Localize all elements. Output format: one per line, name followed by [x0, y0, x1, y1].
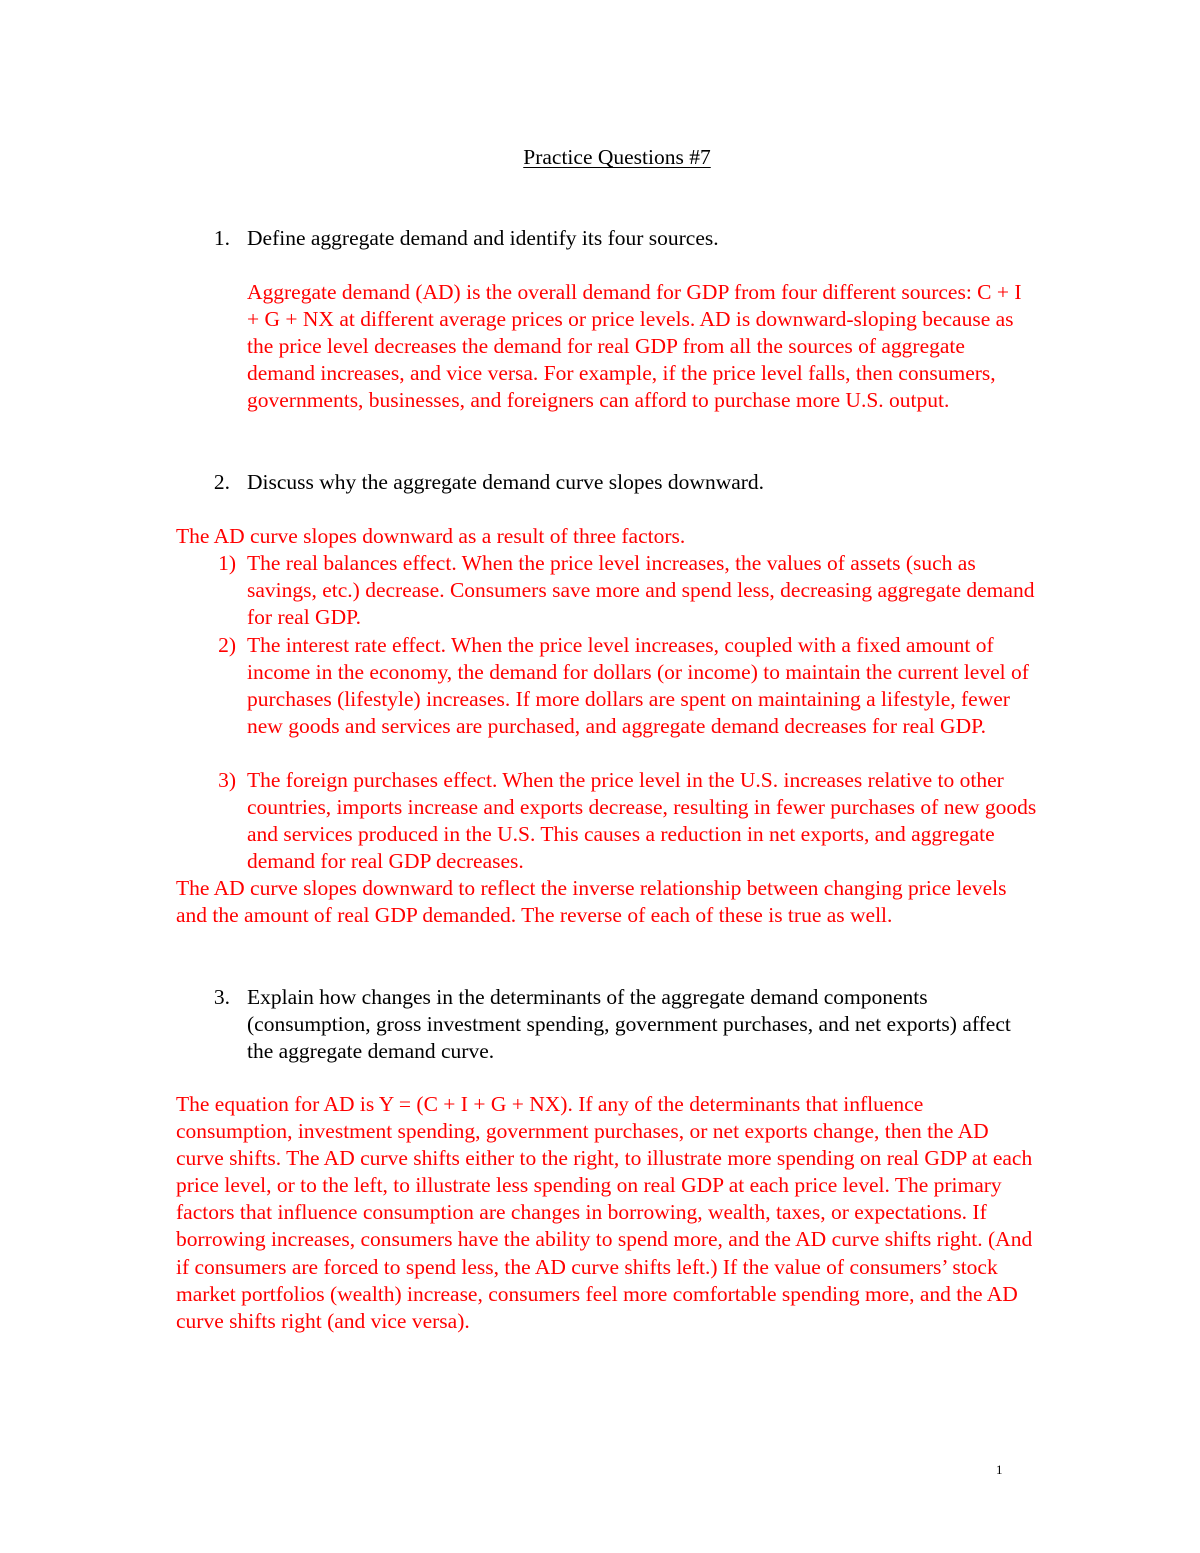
- question-1-answer: Aggregate demand (AD) is the overall demand for GDP from four different sources: C + I + G + NX at different average prices or price levels. AD is downward-sloping because as the price level decreases the demand for real GDP from all the sources of aggregate demand increases, and vice versa. For example, if the price level falls, then consumers, governments, businesses, and foreigners can afford to purchase more U.S. output.: [247, 280, 1022, 413]
- question-3-text: Explain how changes in the determinants of the aggregate demand components (consumption, gross investment spending, government purchases, and net exports) affect the aggregate demand curve.: [247, 985, 1011, 1064]
- question-2-answer-intro: The AD curve slopes downward as a result of three factors.: [176, 524, 686, 548]
- answer-item-1-text: The real balances effect. When the price level increases, the values of assets (such as savings, etc.) decrease. Consumers save more and spend less, decreasing aggregate demand for real GDP.: [247, 551, 1035, 630]
- page-title: Practice Questions #7: [523, 145, 711, 169]
- question-1-text: Define aggregate demand and identify its four sources.: [247, 226, 719, 250]
- answer-item-2-text: The interest rate effect. When the price level increases, coupled with a fixed amount of income in the economy, the demand for dollars (or income) to maintain the current level of purchases (lifestyle) increases. If more dollars are spent on maintaining a lifestyle, fewer new goods and services are purchased, and aggregate demand decreases for real GDP.: [247, 633, 1029, 739]
- answer-item-3-text: The foreign purchases effect. When the price level in the U.S. increases relative to other countries, imports increase and exports decrease, resulting in fewer purchases of new goods and services produced in the U.S. This causes a reduction in net exports, and aggregate demand for real GDP decreases.: [247, 768, 1037, 874]
- answer-item-3-number: 3): [218, 768, 236, 792]
- answer-item-2-number: 2): [218, 633, 236, 657]
- page-number: 1: [996, 1462, 1003, 1477]
- question-3-answer: The equation for AD is Y = (C + I + G + NX). If any of the determinants that influence consumption, investment spending, government purchases, or net exports change, then the AD curve shifts. The AD curve shifts either to the right, to illustrate more spending on real GDP at each price level, or to the left, to illustrate less spending on real GDP at each price level. The primary factors that influence consumption are changes in borrowing, wealth, taxes, or expectations. If borrowing increases, consumers have the ability to spend more, and the AD curve shifts right. (And if consumers are forced to spend less, the AD curve shifts left.) If the value of consumers’ stock market portfolios (wealth) increase, consumers feel more comfortable spending more, and the AD curve shifts right (and vice versa).: [176, 1092, 1033, 1333]
- question-1-number: 1.: [213, 226, 230, 250]
- question-2-number: 2.: [213, 470, 230, 494]
- question-2-answer-conclusion: The AD curve slopes downward to reflect the inverse relationship between changing price levels and the amount of real GDP demanded. The reverse of each of these is true as well.: [176, 876, 1007, 928]
- question-2-text: Discuss why the aggregate demand curve slopes downward.: [247, 470, 765, 494]
- question-3-number: 3.: [213, 985, 230, 1009]
- answer-item-1-number: 1): [218, 551, 236, 575]
